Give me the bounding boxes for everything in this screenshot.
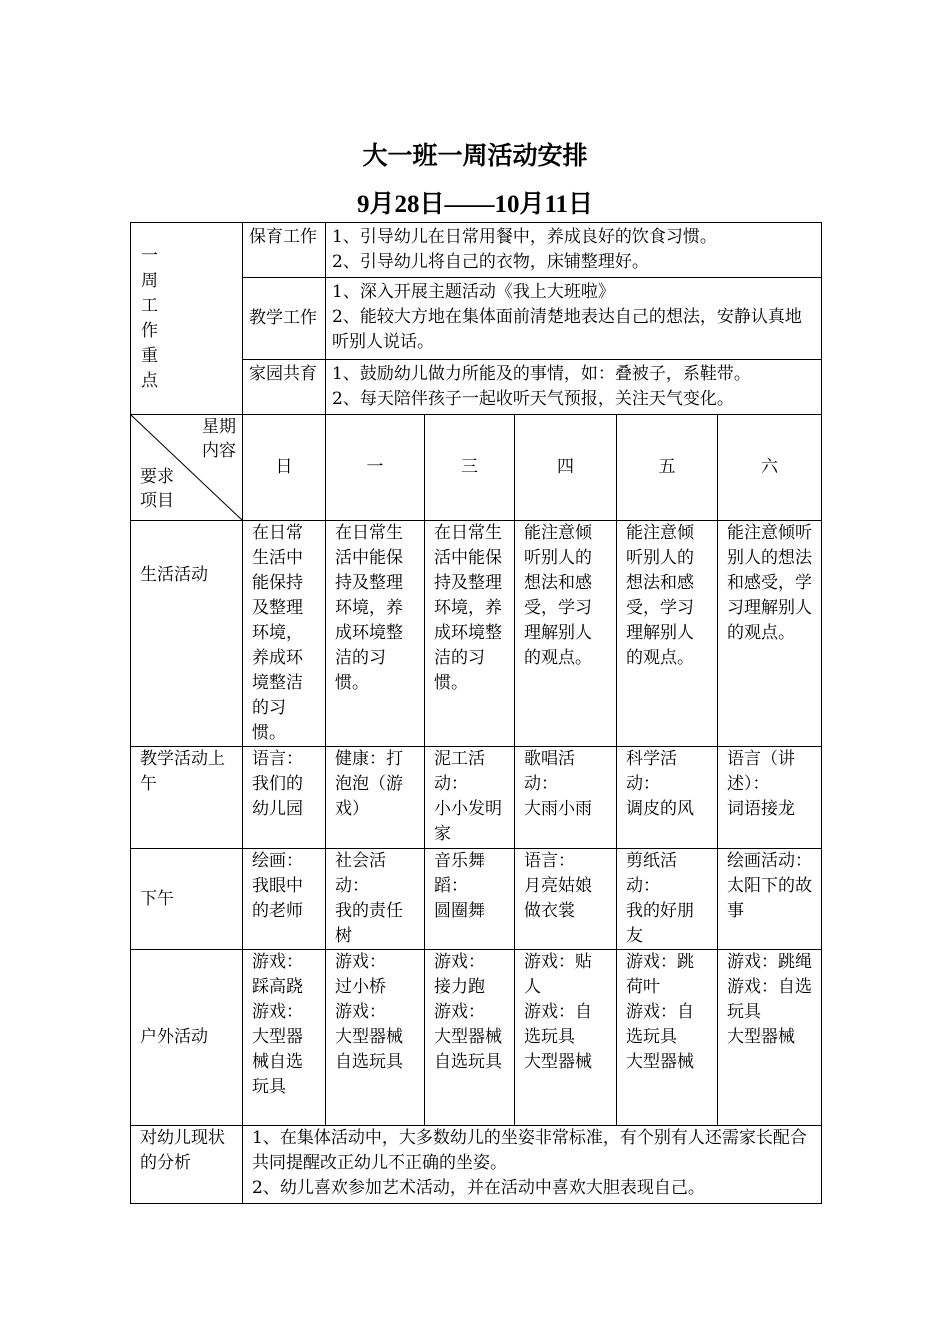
analysis-label: 对幼儿现状的分析 xyxy=(131,1126,243,1204)
activity-cell: 语言（讲述）： 词语接龙 xyxy=(718,747,822,849)
header-content: 内容 xyxy=(202,441,236,461)
row-analysis xyxy=(131,1126,822,1204)
activity-cell: 游戏：跳绳 游戏：自选玩具 大型器械 xyxy=(718,950,822,1126)
focus-content-home xyxy=(326,360,822,415)
activity-cell: 能注意倾听别人的想法和感受，学习理解别人的观点。 xyxy=(515,521,617,747)
activity-cell: 在日常生活中能保持及整理环境，养成环境整洁的习惯。 xyxy=(425,521,515,747)
activity-cell: 剪纸活动： 我的好朋友 xyxy=(617,849,718,950)
activity-cell: 在日常生活中能保持及整理环境，养成环境整洁的习惯。 xyxy=(243,521,326,747)
focus-row-header-text: 一周工作重点 xyxy=(141,245,158,391)
activity-cell: 绘画：我眼中的老师 xyxy=(243,849,326,950)
day-header-row xyxy=(131,415,822,521)
day-header: 三 xyxy=(425,415,515,521)
activity-cell: 健康：打泡泡（游戏） xyxy=(326,747,425,849)
diagonal-header-cell xyxy=(131,415,243,521)
day-header: 六 xyxy=(718,415,822,521)
focus-content-care xyxy=(326,223,822,278)
schedule-table xyxy=(130,222,822,1204)
date-range: 9月28日——10月11日 xyxy=(356,191,594,218)
day-header: 四 xyxy=(515,415,617,521)
activity-cell: 游戏： 接力跑 游戏： 大型器械自选玩具 xyxy=(425,950,515,1126)
activity-cell: 游戏：跳荷叶 游戏：自选玩具 大型器械 xyxy=(617,950,718,1126)
row-teaching-morning xyxy=(131,747,822,849)
focus-row-header xyxy=(131,223,243,415)
focus-line: 2、每天陪伴孩子一起收听天气预报，关注天气变化。 xyxy=(332,389,734,409)
focus-line: 2、能较大方地在集体面前清楚地表达自己的想法，安静认真地听别人说话。 xyxy=(332,307,802,352)
analysis-content xyxy=(243,1126,822,1204)
focus-label-care: 保育工作 xyxy=(243,223,326,278)
activity-cell: 能注意倾听别人的想法和感受，学习理解别人的观点。 xyxy=(617,521,718,747)
focus-line: 2、引导幼儿将自己的衣物，床铺整理好。 xyxy=(332,252,649,272)
row-label: 下午 xyxy=(131,849,243,950)
activity-cell: 游戏： 踩高跷 游戏：大型器械自选玩具 xyxy=(243,950,326,1126)
header-item: 项目 xyxy=(140,491,174,511)
activity-cell: 绘画活动：太阳下的故事 xyxy=(718,849,822,950)
row-label: 户外活动 xyxy=(131,950,243,1126)
focus-label-home: 家园共育 xyxy=(243,360,326,415)
row-outdoor xyxy=(131,950,822,1126)
activity-cell: 社会活动： 我的责任树 xyxy=(326,849,425,950)
focus-line: 1、深入开展主题活动《我上大班啦》 xyxy=(332,282,615,302)
activity-cell: 游戏：贴人 游戏：自选玩具 大型器械 xyxy=(515,950,617,1126)
header-weekday: 星期 xyxy=(202,417,236,437)
day-header: 日 xyxy=(243,415,326,521)
analysis-line: 2、幼儿喜欢参加艺术活动，并在活动中喜欢大胆表现自己。 xyxy=(252,1178,705,1198)
row-life-activity xyxy=(131,521,822,747)
focus-label-teaching: 教学工作 xyxy=(243,278,326,360)
focus-line: 1、鼓励幼儿做力所能及的事情，如：叠被子，系鞋带。 xyxy=(332,364,751,384)
activity-cell: 能注意倾听别人的想法和感受，学习理解别人的观点。 xyxy=(718,521,822,747)
row-afternoon xyxy=(131,849,822,950)
analysis-line: 1、在集体活动中，大多数幼儿的坐姿非常标准，有个别有人还需家长配合共同提醒改正幼儿不正确的坐姿。 xyxy=(252,1128,807,1173)
page-title: 大一班一周活动安排 xyxy=(362,143,588,170)
day-header: 五 xyxy=(617,415,718,521)
header-require: 要求 xyxy=(140,467,174,487)
focus-content-teaching xyxy=(326,278,822,360)
activity-cell: 音乐舞蹈： 圆圈舞 xyxy=(425,849,515,950)
row-label: 教学活动上午 xyxy=(131,747,243,849)
activity-cell: 在日常生活中能保持及整理环境，养成环境整洁的习惯。 xyxy=(326,521,425,747)
day-header: 一 xyxy=(326,415,425,521)
activity-cell: 科学活动： 调皮的风 xyxy=(617,747,718,849)
focus-row-care xyxy=(131,223,822,278)
focus-line: 1、引导幼儿在日常用餐中，养成良好的饮食习惯。 xyxy=(332,227,717,247)
activity-cell: 游戏： 过小桥 游戏： 大型器械 自选玩具 xyxy=(326,950,425,1126)
activity-cell: 泥工活动： 小小发明家 xyxy=(425,747,515,849)
row-label: 生活活动 xyxy=(131,521,243,747)
activity-cell: 语言： 月亮姑娘做衣裳 xyxy=(515,849,617,950)
activity-cell: 歌唱活动： 大雨小雨 xyxy=(515,747,617,849)
activity-cell: 语言：我们的幼儿园 xyxy=(243,747,326,849)
